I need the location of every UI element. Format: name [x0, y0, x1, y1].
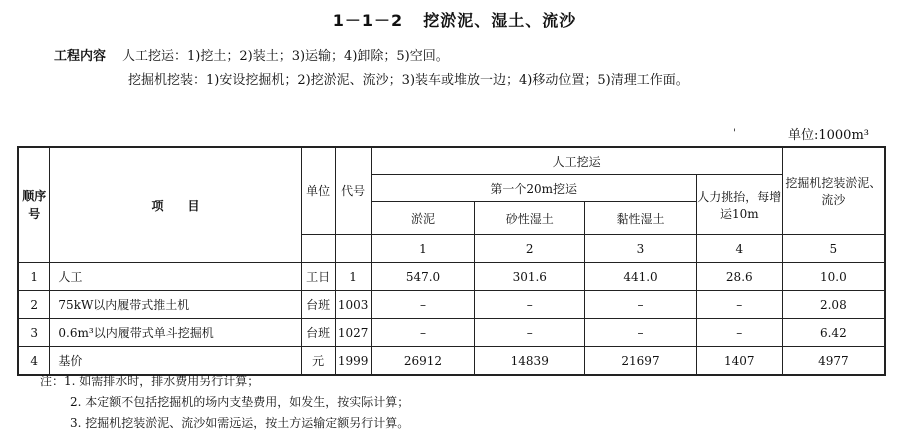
header-sandy: 砂性湿土 [475, 202, 585, 235]
notes [40, 371, 409, 434]
work-content-label: 工程内容 [54, 49, 107, 64]
row-unit: 台班 [301, 319, 335, 347]
row-unit: 工日 [301, 263, 335, 291]
row-value: 4977 [782, 347, 885, 376]
row-value: – [696, 319, 782, 347]
row-value: 301.6 [475, 263, 585, 291]
col-num: 3 [585, 235, 697, 263]
row-seq: 4 [18, 347, 50, 376]
table-row [18, 263, 885, 291]
row-value: 21697 [585, 347, 697, 376]
header-carry: 人力挑抬，每增运10m [696, 175, 782, 235]
row-value: 441.0 [585, 263, 697, 291]
stray-mark: ' [733, 128, 736, 139]
row-value: 26912 [371, 347, 475, 376]
row-value: – [475, 319, 585, 347]
row-value: 10.0 [782, 263, 885, 291]
work-content-line-2: 挖掘机挖装：1)安设挖掘机；2)挖淤泥、流沙；3)装车或堆放一边；4)移动位置；5)清理工作面。 [128, 73, 689, 88]
table-row [18, 291, 885, 319]
unit-label: 单位:1000m³ [787, 128, 869, 143]
section-code: 1－1－2 [332, 11, 404, 30]
header-first-20m: 第一个20m挖运 [371, 175, 696, 202]
row-code: 1003 [335, 291, 371, 319]
row-value: – [371, 319, 475, 347]
work-content [54, 45, 689, 93]
row-code: 1027 [335, 319, 371, 347]
row-unit: 台班 [301, 291, 335, 319]
header-excavator: 挖掘机挖装淤泥、流沙 [782, 147, 885, 235]
work-content-line-1: 人工挖运：1)挖土；2)装土；3)运输；4)卸除；5)空回。 [122, 49, 449, 64]
row-code: 1999 [335, 347, 371, 376]
row-value: – [696, 291, 782, 319]
header-seq: 顺序号 [18, 147, 50, 263]
header-unit: 单位 [301, 147, 335, 235]
row-value: 547.0 [371, 263, 475, 291]
row-item: 基价 [50, 347, 301, 376]
col-num: 1 [371, 235, 475, 263]
row-value: 14839 [475, 347, 585, 376]
note-2: 2. 本定额不包括挖掘机的场内支垫费用，如发生，按实际计算； [70, 395, 410, 409]
row-value: – [371, 291, 475, 319]
col-num: 4 [696, 235, 782, 263]
note-3: 3. 挖掘机挖装淤泥、流沙如需远运，按土方运输定额另行计算。 [70, 416, 410, 430]
row-seq: 1 [18, 263, 50, 291]
row-value: – [585, 291, 697, 319]
row-value: 2.08 [782, 291, 885, 319]
row-value: – [585, 319, 697, 347]
col-num: 2 [475, 235, 585, 263]
row-item: 0.6m³以内履带式单斗挖掘机 [50, 319, 301, 347]
row-unit: 元 [301, 347, 335, 376]
row-value: 1407 [696, 347, 782, 376]
row-value: – [475, 291, 585, 319]
note-1: 注：1. 如需排水时，排水费用另行计算； [40, 374, 260, 388]
blank-cell [335, 235, 371, 263]
row-seq: 2 [18, 291, 50, 319]
header-code: 代号 [335, 147, 371, 235]
row-code: 1 [335, 263, 371, 291]
section-title: 挖淤泥、湿土、流沙 [423, 11, 577, 30]
header-silt: 淤泥 [371, 202, 475, 235]
quota-table [17, 146, 886, 376]
header-manual: 人工挖运 [371, 147, 782, 175]
row-item: 人工 [50, 263, 301, 291]
row-value: 6.42 [782, 319, 885, 347]
row-value: 28.6 [696, 263, 782, 291]
blank-cell [301, 235, 335, 263]
page-title [0, 8, 909, 31]
row-seq: 3 [18, 319, 50, 347]
table-row [18, 319, 885, 347]
header-item: 项 目 [50, 147, 301, 263]
col-num: 5 [782, 235, 885, 263]
row-item: 75kW以内履带式推土机 [50, 291, 301, 319]
header-clay: 黏性湿土 [585, 202, 697, 235]
